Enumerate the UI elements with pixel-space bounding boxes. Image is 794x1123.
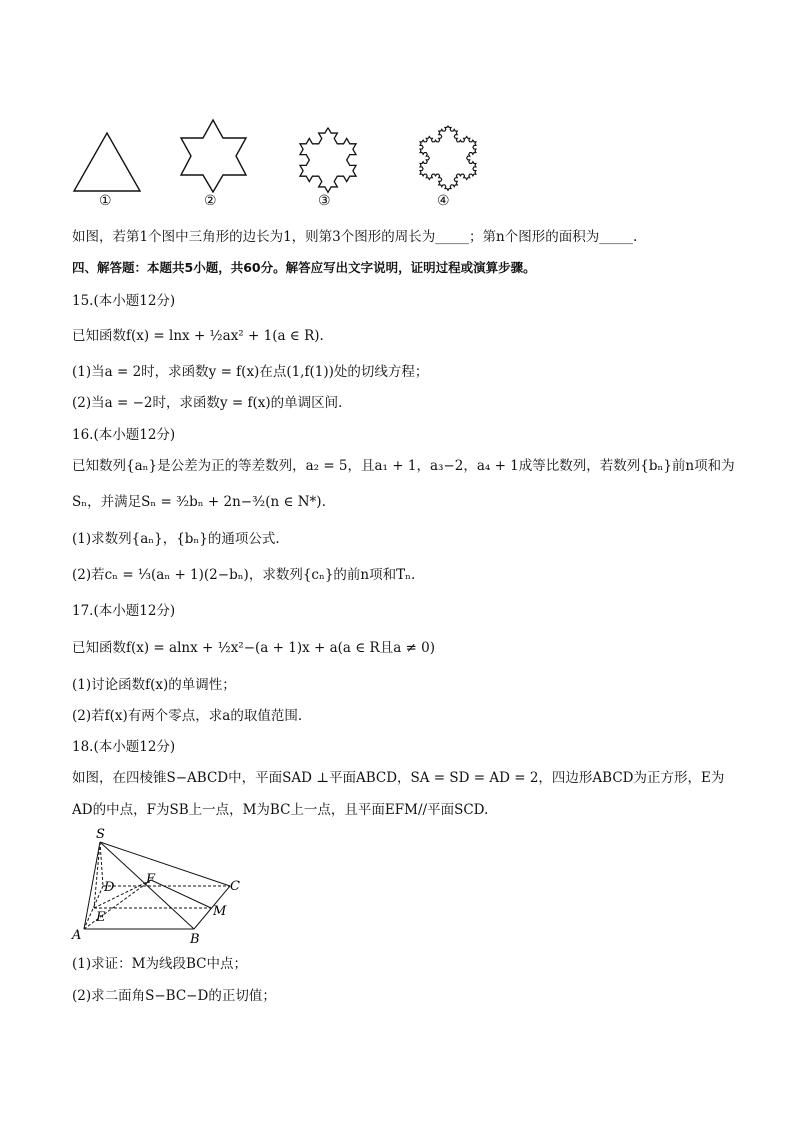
label-M: M [213, 904, 227, 919]
section-header: 四、解答题：本题共5小题，共60分。解答应写出文字说明，证明过程或演算步骤。 [72, 260, 536, 275]
problem-17-stem: 已知函数f(x) = alnx + ½x²−(a + 1)x + a(a ∈ R且a ≠ 0) [72, 640, 436, 656]
problem-15-part-2: (2)当a = −2时，求函数y = f(x)的单调区间. [72, 395, 343, 411]
problem-16-part-2: (2)若cₙ = ⅓(aₙ + 1)(2−bₙ)，求数列{cₙ}的前n项和Tₙ. [72, 567, 416, 583]
label-D: D [104, 880, 115, 895]
problem-18-number: 18.(本小题12分) [72, 739, 176, 755]
pyramid-figure [66, 822, 256, 947]
figure-1-label: ① [99, 193, 112, 209]
figure-2-label: ② [204, 193, 217, 209]
figure-3-koch [300, 128, 356, 193]
problem-16-part-1: (1)求数列{aₙ}，{bₙ}的通项公式. [72, 531, 280, 547]
label-S: S [96, 827, 105, 842]
problem-17-part-2: (2)若f(x)有两个零点，求a的取值范围. [72, 708, 303, 724]
figure-2-star [181, 120, 246, 192]
label-F: F [146, 872, 156, 887]
intro-question: 如图，若第1个图中三角形的边长为1，则第3个图形的周长为_____；第n个图形的面积为_____. [72, 229, 638, 245]
problem-15-stem: 已知函数f(x) = lnx + ½ax² + 1(a ∈ R). [72, 328, 324, 344]
problem-16-number: 16.(本小题12分) [72, 427, 176, 443]
label-A: A [72, 928, 82, 943]
label-B: B [190, 932, 200, 947]
figure-4-koch [420, 126, 476, 191]
problem-15-number: 15.(本小题12分) [72, 293, 176, 309]
problem-16-stem-line-1: 已知数列{aₙ}是公差为正的等差数列，a₂ = 5，且a₁ + 1，a₃−2，a₄ + 1成等比数列，若数列{bₙ}前n项和为 [72, 458, 735, 474]
label-C: C [230, 879, 240, 894]
problem-18-part-1: (1)求证：M为线段BC中点； [72, 956, 247, 972]
figure-1-triangle [74, 133, 140, 191]
problem-18-stem-line-2: AD的中点，F为SB上一点，M为BC上一点，且平面EFM//平面SCD. [72, 802, 489, 818]
problem-16-stem-line-2: Sₙ，并满足Sₙ = ³⁄₂bₙ + 2n−³⁄₂(n ∈ N*). [72, 494, 326, 510]
problem-15-part-1: (1)当a = 2时，求函数y = f(x)在点(1,f(1))处的切线方程； [72, 364, 429, 380]
figure-4-label: ④ [437, 193, 450, 209]
problem-18-stem-line-1: 如图，在四棱锥S−ABCD中，平面SAD ⊥平面ABCD，SA = SD = AD = 2，四边形ABCD为正方形，E为 [72, 770, 725, 786]
label-E: E [96, 910, 106, 925]
problem-17-part-1: (1)讨论函数f(x)的单调性； [72, 677, 236, 693]
problem-17-number: 17.(本小题12分) [72, 603, 176, 619]
figure-3-label: ③ [318, 193, 331, 209]
problem-18-part-2: (2)求二面角S−BC−D的正切值； [72, 988, 276, 1004]
